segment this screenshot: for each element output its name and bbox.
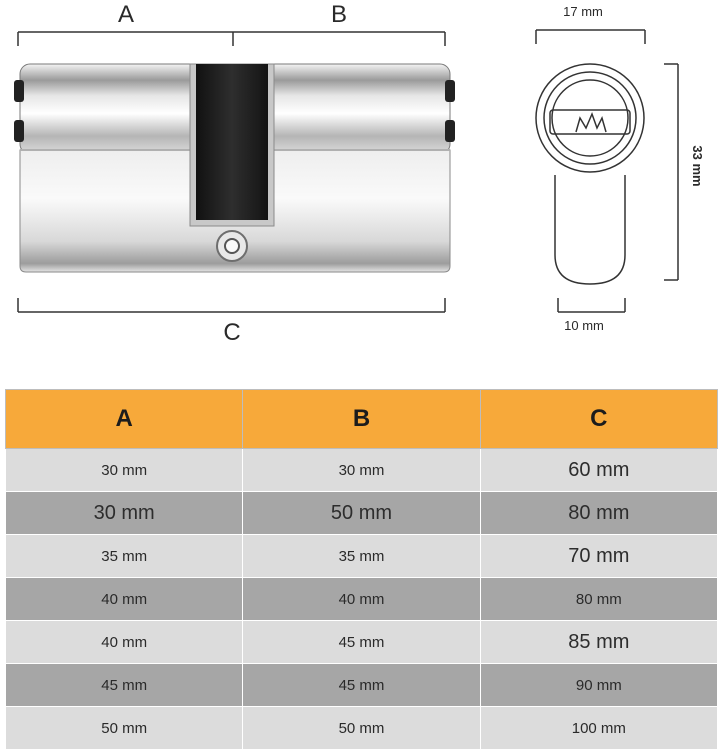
table-header-row <box>6 390 718 449</box>
cell-c: 85 mm <box>480 621 717 664</box>
table-row <box>6 492 718 535</box>
cell-b: 30 mm <box>243 449 480 492</box>
table-row <box>6 664 718 707</box>
cell-c: 60 mm <box>480 449 717 492</box>
table-row <box>6 535 718 578</box>
cell-c: 90 mm <box>480 664 717 707</box>
cell-c: 80 mm <box>480 578 717 621</box>
cell-b: 40 mm <box>243 578 480 621</box>
header-b: B <box>243 390 480 449</box>
width-top-label: 17 mm <box>563 4 603 19</box>
width-bottom-label: 10 mm <box>564 318 604 333</box>
header-a: A <box>6 390 243 449</box>
cell-b: 45 mm <box>243 664 480 707</box>
size-table <box>5 389 718 750</box>
cell-c: 80 mm <box>480 492 717 535</box>
table-row <box>6 707 718 750</box>
cylinder-side-view <box>14 64 455 272</box>
cell-a: 35 mm <box>6 535 243 578</box>
cell-a: 45 mm <box>6 664 243 707</box>
label-b: B <box>330 1 348 28</box>
label-a: A <box>117 1 135 28</box>
height-label: 33 mm <box>690 145 705 187</box>
dimension-line-c <box>18 298 445 312</box>
dimension-line-width-top <box>536 30 645 44</box>
table-row <box>6 621 718 664</box>
dimension-line-ab <box>18 32 445 46</box>
cell-a: 30 mm <box>6 492 243 535</box>
cell-b: 35 mm <box>243 535 480 578</box>
table-row <box>6 449 718 492</box>
cell-b: 45 mm <box>243 621 480 664</box>
label-c: C <box>223 319 241 346</box>
cell-b: 50 mm <box>243 492 480 535</box>
cell-a: 50 mm <box>6 707 243 750</box>
cell-c: 70 mm <box>480 535 717 578</box>
dimension-line-width-bottom <box>558 298 625 312</box>
cell-b: 50 mm <box>243 707 480 750</box>
cell-a: 30 mm <box>6 449 243 492</box>
table-row <box>6 578 718 621</box>
cylinder-front-view <box>536 64 644 284</box>
cell-a: 40 mm <box>6 621 243 664</box>
header-c: C <box>480 390 717 449</box>
dimension-line-height <box>664 64 678 280</box>
cell-c: 100 mm <box>480 707 717 750</box>
cell-a: 40 mm <box>6 578 243 621</box>
